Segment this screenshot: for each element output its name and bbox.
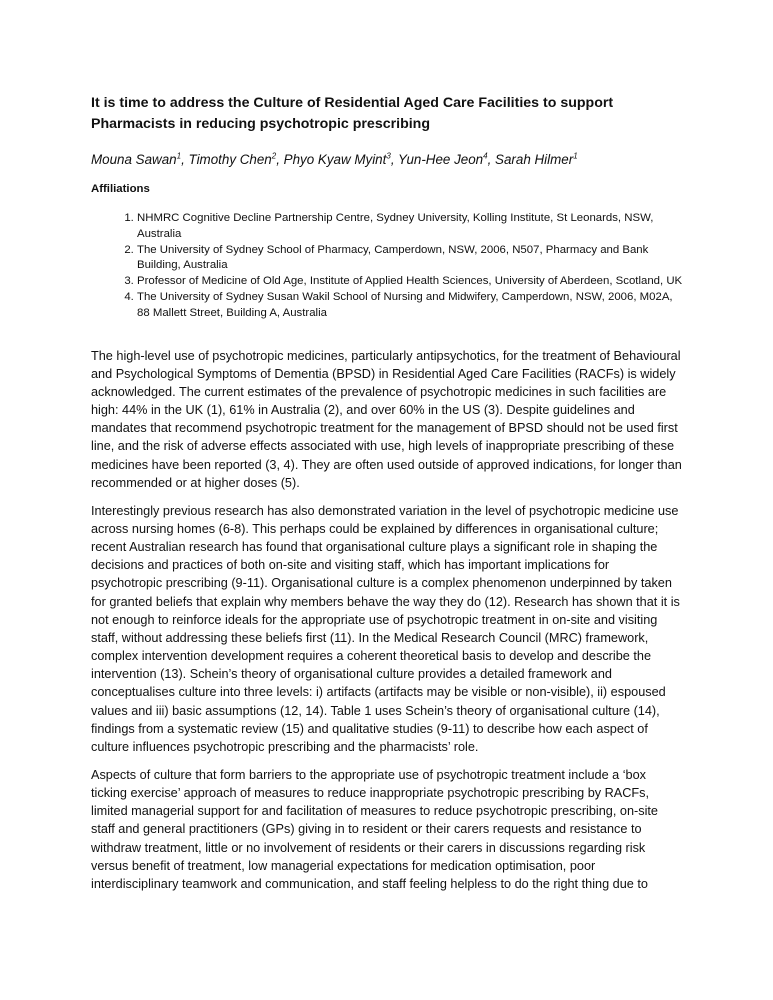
author-affiliation-marker: 1 (176, 151, 182, 161)
author-name: Mouna Sawan (91, 152, 177, 167)
body-paragraph: The high-level use of psychotropic medicines, particularly antipsychotics, for the treatment of Behavioural and Psychological Symptoms of Dementia (BPSD) in Residential Aged Care Facilities (RACFs) is widely acknowledged. The current estimates of the prevalence of psychotropic medicines in such facilities are high: 44% in the UK (1), 61% in Australia (2), and over 60% in the US (3). Despite guidelines and mandates that recommend psychotropic treatment for the management of BPSD should not be used first line, and the risk of adverse effects associated with use, high levels of inappropriate prescribing of these medicines have been reported (3, 4). They are often used outside of approved indications, for longer than recommended or at higher doses (5). (91, 348, 682, 490)
paper-title: It is time to address the Culture of Residential Aged Care Facilities to support Pharmacists in reducing psychotropic prescribing (91, 95, 614, 132)
author-name: Sarah Hilmer (495, 152, 574, 167)
author-affiliation-marker: 4 (483, 151, 488, 161)
body-paragraph: Aspects of culture that form barriers to the appropriate use of psychotropic treatment include a ‘box ticking exercise’ approach of measures to reduce inappropriate psychotropic prescribing by RACFs, limited managerial support for and facilitation of measures to reduce psychotropic prescribing, on-site staff and general practitioners (GPs) giving in to resident or their carers requests and resistance to withdraw treatment, little or no involvement of residents or their carers in discussions regarding risk versus benefit of treatment, low managerial expectations for medication optimisation, poor interdisciplinary teamwork and communication, and staff feeling helpless to do the right thing due to (91, 768, 658, 891)
body-paragraph: Interestingly previous research has also demonstrated variation in the level of psychotropic medicine use across nursing homes (6-8). This perhaps could be explained by differences in organisational culture; recent Australian research has found that organisational culture plays a significant role in shaping the decisions and practices of both on-site and visiting staff, which has important implications for psychotropic prescribing (9-11). Organisational culture is a complex phenomenon underpinned by taken for granted beliefs that explain why members behave the way they do (12). Research has shown that it is not enough to reinforce ideals for the appropriate use of psychotropic treatment in on-site and visiting staff, without addressing these beliefs first (11). In the Medical Research Council (MRC) framework, complex intervention development requires a coherent theoretical basis to develop and describe the intervention (13). Schein’s theory of organisational culture provides a detailed framework and conceptualises culture into three levels: i) artifacts (artifacts may be visible or non-visible), ii) espoused values and iii) basic assumptions (12, 14). Table 1 uses Schein’s theory of organisational culture (14), findings from a systematic review (15) and qualitative studies (9-11) to describe how each aspect of culture influences psychotropic prescribing and the pharmacists’ role. (91, 503, 680, 754)
author-affiliation-marker: 2 (271, 151, 277, 161)
author-affiliation-marker: 1 (573, 151, 578, 161)
author-affiliation-marker: 3 (386, 151, 391, 161)
author-name: Phyo Kyaw Myint (283, 152, 387, 167)
author-list: Mouna Sawan$^1$, Timothy Chen$^2$, Phyo Kyaw Myint$^3$, Yun-Hee Jeon$^4$, Sarah Hilmer$^1$ (91, 151, 578, 167)
affiliation-item: 3. Professor of Medicine of Old Age, Institute of Applied Health Sciences, University of Aberdeen, Scotland, UK (137, 274, 683, 290)
affiliation-item: 4. The University of Sydney Susan Wakil School of Nursing and Midwifery, Camperdown, NSW, 2006, M02A, 88 Mallett Street, Building A, Australia (137, 290, 683, 322)
author-name: Yun-Hee Jeon (398, 152, 484, 167)
affiliations-list (91, 211, 683, 322)
affiliation-item: 1. NHMRC Cognitive Decline Partnership Centre, Sydney University, Kolling Institute, St Leonards, NSW, Australia (137, 211, 683, 243)
affiliations-heading: Affiliations (91, 183, 150, 195)
affiliation-item: 2. The University of Sydney School of Pharmacy, Camperdown, NSW, 2006, N507, Pharmacy and Bank Building, Australia (137, 243, 683, 275)
author-name: Timothy Chen (188, 152, 272, 167)
